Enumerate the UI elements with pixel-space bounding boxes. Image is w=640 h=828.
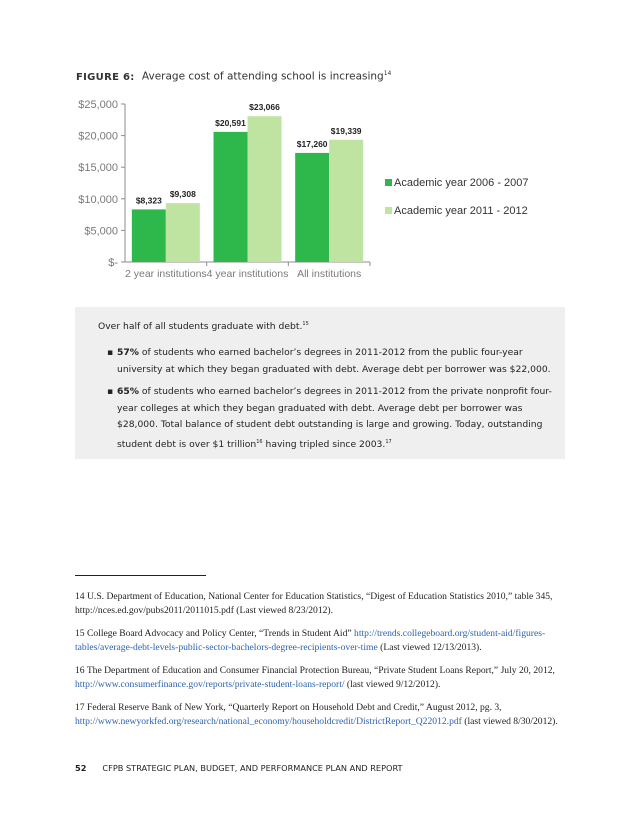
footnote-divider	[75, 575, 206, 576]
x-tick-label: 4 year institutions	[206, 268, 289, 280]
callout-intro-text: Over half of all students graduate with debt.	[98, 321, 303, 333]
x-tick-label: All institutions	[297, 268, 362, 280]
callout-list	[107, 345, 555, 459]
running-title: CFPB STRATEGIC PLAN, BUDGET, AND PERFORMANCE PLAN AND REPORT	[102, 763, 403, 773]
footnote-text: 15 College Board Advocacy and Policy Center, “Trends in Student Aid”	[75, 628, 355, 639]
figure-label: FIGURE 6:	[76, 71, 135, 83]
data-label: $23,066	[249, 102, 280, 113]
bullet-percent: 65%	[117, 386, 139, 397]
callout-intro-ref: 15	[302, 321, 309, 327]
footnote-link[interactable]: http://www.newyorkfed.org/research/national_economy/householdcredit/DistrictReport_Q22012.pdf	[75, 716, 462, 727]
callout-bullet	[107, 345, 555, 378]
y-tick-label: $5,000	[84, 225, 118, 238]
y-tick-label: $10,000	[78, 193, 118, 206]
footnote-text: (last viewed 9/12/2012).	[344, 679, 441, 690]
footnote-text: (Last viewed 12/13/2013).	[377, 642, 482, 653]
data-label: $20,591	[215, 117, 246, 128]
legend-label: Academic year 2011 - 2012	[394, 205, 528, 217]
bullet-percent: 57%	[117, 347, 139, 358]
callout-box	[75, 307, 565, 459]
footnote-link[interactable]: http://www.consumerfinance.gov/reports/private-student-loans-report/	[75, 679, 345, 690]
page-number: 52	[75, 763, 87, 773]
data-label: $9,308	[169, 189, 196, 200]
legend-label: Academic year 2006 - 2007	[394, 177, 529, 189]
bar	[295, 153, 329, 262]
callout-bullet	[107, 384, 555, 453]
data-label: $8,323	[135, 195, 162, 206]
figure-title-text: Average cost of attending school is increasing	[141, 70, 384, 83]
figure-title	[76, 70, 391, 83]
footnote-text: (last viewed 8/30/2012).	[461, 716, 558, 727]
bar-chart	[60, 92, 540, 288]
footnote-text: 16 The Department of Education and Consumer Financial Protection Bureau, “Private Student Loans Report,” July 20, 2012,	[75, 665, 555, 676]
bar	[248, 116, 282, 262]
bullet-text: of students who earned bachelor’s degrees in 2011-2012 from the public four-year university at which they began graduated with debt. Average debt per borrower was $22,000.	[117, 347, 551, 375]
footnote-14: 14 U.S. Department of Education, National Center for Education Statistics, “Digest of Education Statistics 2010,” table 345, http://nces.ed.gov/pubs2011/2011015.pdf (Last viewed 8/23/2012).	[75, 591, 553, 616]
data-label: $17,260	[296, 138, 328, 149]
bar	[166, 203, 200, 262]
x-tick-label: 2 year institutions	[124, 268, 207, 280]
footnote-text: 17 Federal Reserve Bank of New York, “Quarterly Report on Household Debt and Credit,” August 2012, pg. 3,	[75, 702, 502, 713]
bar	[132, 209, 166, 262]
y-tick-label: $25,000	[78, 99, 118, 111]
footnote-link[interactable]: http://trends.collegeboard.org/student-aid/figures-tables/average-debt-levels-public-sector-bachelors-degree-recipients-over-time	[75, 628, 546, 653]
figure-title-ref: 14	[383, 70, 392, 77]
y-tick-label: $15,000	[78, 162, 118, 175]
footnote-16	[75, 664, 565, 692]
footnote-15	[75, 627, 565, 655]
bar	[214, 132, 248, 262]
bullet-text: of students who earned bachelor’s degrees in 2011-2012 from the private nonprofit four-year colleges at which they began graduated with debt. Average debt per borrower was $28,000. Total balance of student debt outstanding is large and growing. Today, outstanding student debt is over $1 trillion	[117, 386, 552, 450]
callout-intro	[98, 321, 309, 332]
page-footer	[75, 763, 403, 773]
bullet-ref: 16	[256, 438, 263, 445]
bullet-ref: 17	[385, 438, 392, 445]
bullet-text: having tripled since 2003.	[262, 438, 386, 450]
y-tick-label: $20,000	[78, 130, 118, 143]
legend-swatch	[385, 207, 392, 214]
footnote-17	[75, 701, 565, 729]
data-label: $19,339	[330, 125, 362, 136]
legend-swatch	[385, 179, 392, 186]
y-tick-label: $-	[108, 257, 118, 269]
bar	[329, 140, 363, 262]
footnotes	[75, 590, 565, 738]
